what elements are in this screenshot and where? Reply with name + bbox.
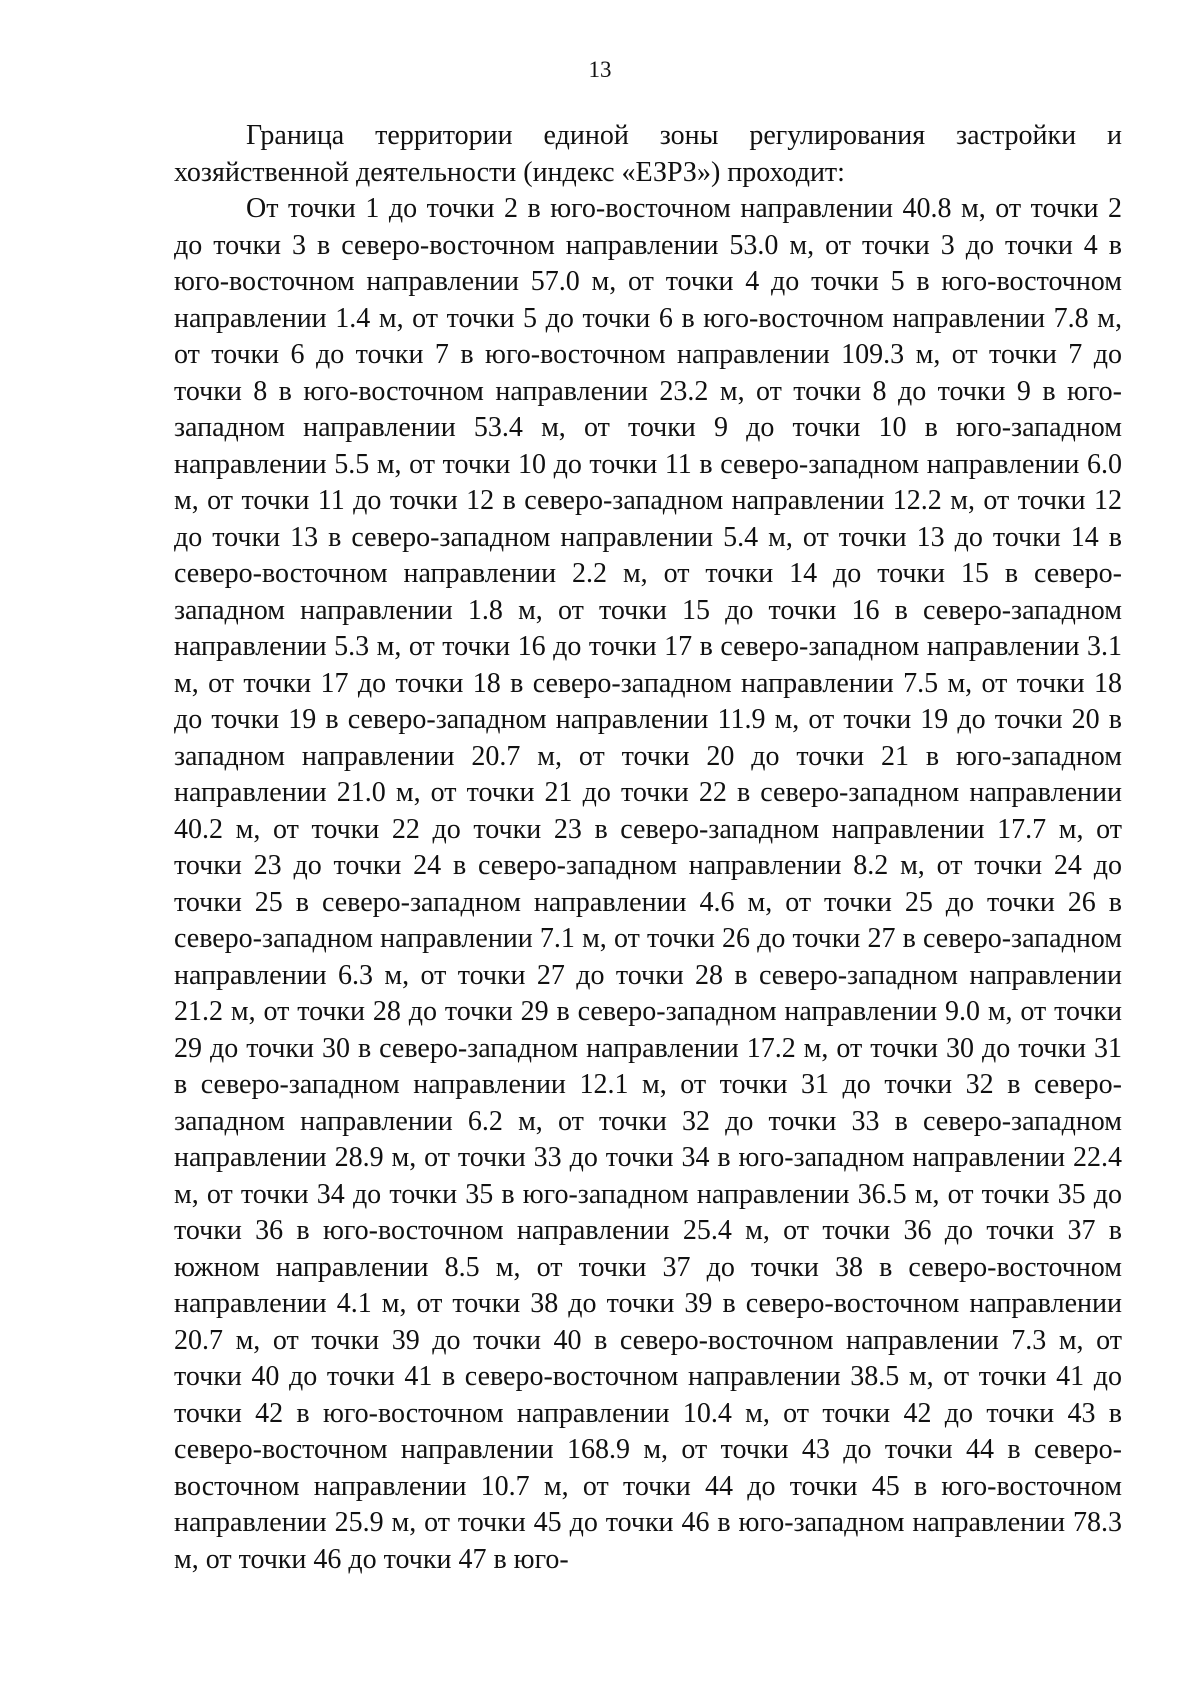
page-number: 13 — [588, 57, 612, 82]
document-body — [174, 118, 1122, 1578]
boundary-description-paragraph: От точки 1 до точки 2 в юго-восточном направлении 40.8 м, от точки 2 до точки 3 в северо-восточном направлении 53.0 м, от точки 3 до точки 4 в юго-восточном направлении 57.0 м, от точки 4 до точки 5 в юго-восточном направлении 1.4 м, от точки 5 до точки 6 в юго-восточном направлении 7.8 м, от точки 6 до точки 7 в юго-восточном направлении 109.3 м, от точки 7 до точки 8 в юго-восточном направлении 23.2 м, от точки 8 до точки 9 в юго-западном направлении 53.4 м, от точки 9 до точки 10 в юго-западном направлении 5.5 м, от точки 10 до точки 11 в северо-западном направлении 6.0 м, от точки 11 до точки 12 в северо-западном направлении 12.2 м, от точки 12 до точки 13 в северо-западном направлении 5.4 м, от точки 13 до точки 14 в северо-восточном направлении 2.2 м, от точки 14 до точки 15 в северо-западном направлении 1.8 м, от точки 15 до точки 16 в северо-западном направлении 5.3 м, от точки 16 до точки 17 в северо-западном направлении 3.1 м, от точки 17 до точки 18 в северо-западном направлении 7.5 м, от точки 18 до точки 19 в северо-западном направлении 11.9 м, от точки 19 до точки 20 в западном направлении 20.7 м, от точки 20 до точки 21 в юго-западном направлении 21.0 м, от точки 21 до точки 22 в северо-западном направлении 40.2 м, от точки 22 до точки 23 в северо-западном направлении 17.7 м, от точки 23 до точки 24 в северо-западном направлении 8.2 м, от точки 24 до точки 25 в северо-западном направлении 4.6 м, от точки 25 до точки 26 в северо-западном направлении 7.1 м, от точки 26 до точки 27 в северо-западном направлении 6.3 м, от точки 27 до точки 28 в северо-западном направлении 21.2 м, от точки 28 до точки 29 в северо-западном направлении 9.0 м, от точки 29 до точки 30 в северо-западном направлении 17.2 м, от точки 30 до точки 31 в северо-западном направлении 12.1 м, от точки 31 до точки 32 в северо-западном направлении 6.2 м, от точки 32 до точки 33 в северо-западном направлении 28.9 м, от точки 33 до точки 34 в юго-западном направлении 22.4 м, от точки 34 до точки 35 в юго-западном направлении 36.5 м, от точки 35 до точки 36 в юго-восточном направлении 25.4 м, от точки 36 до точки 37 в южном направлении 8.5 м, от точки 37 до точки 38 в северо-восточном направлении 4.1 м, от точки 38 до точки 39 в северо-восточном направлении 20.7 м, от точки 39 до точки 40 в северо-восточном направлении 7.3 м, от точки 40 до точки 41 в северо-восточном направлении 38.5 м, от точки 41 до точки 42 в юго-восточном направлении 10.4 м, от точки 42 до точки 43 в северо-восточном направлении 168.9 м, от точки 43 до точки 44 в северо-восточном направлении 10.7 м, от точки 44 до точки 45 в юго-восточном направлении 25.9 м, от точки 45 до точки 46 в юго-западном направлении 78.3 м, от точки 46 до точки 47 в юго- — [174, 193, 1122, 1575]
intro-paragraph: Граница территории единой зоны регулирования застройки и хозяйственной деятельности (индекс «ЕЗРЗ») проходит: — [174, 120, 1122, 188]
